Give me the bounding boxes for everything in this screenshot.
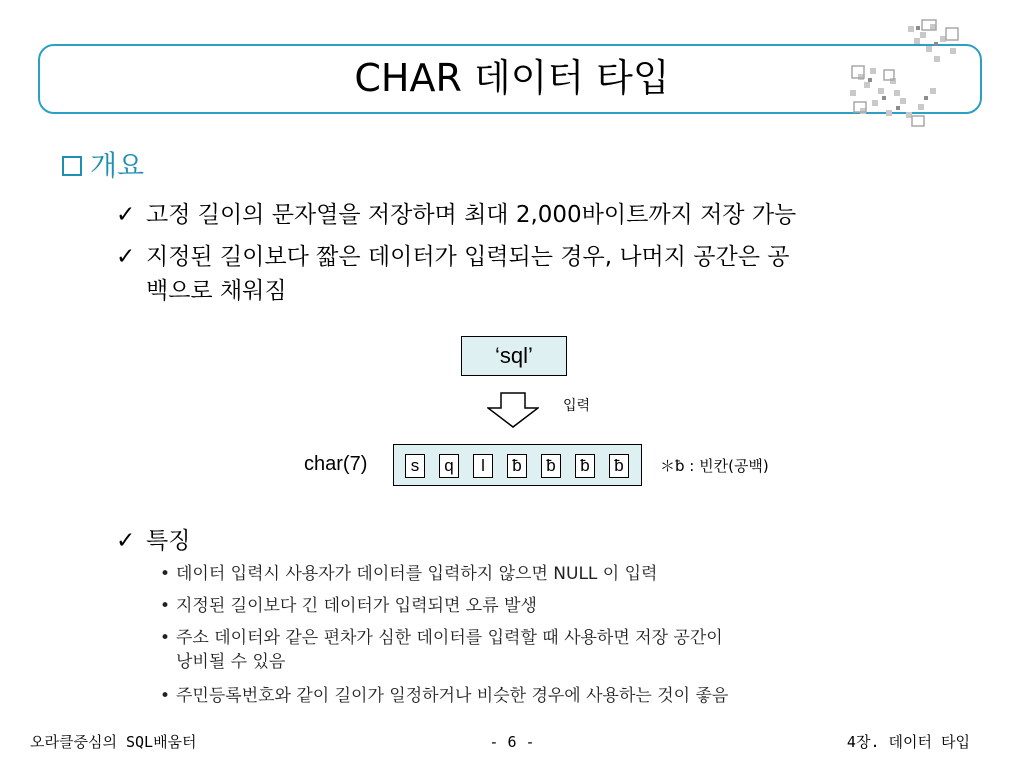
- list-item: [160, 595, 960, 617]
- list-item: [160, 685, 960, 707]
- pixel-decoration-icon: [830, 18, 980, 128]
- bullet-dot: •: [160, 596, 171, 616]
- char-cell: l: [473, 454, 493, 478]
- char-cell: ƀ: [609, 454, 629, 478]
- hollow-square-icon: [62, 156, 82, 176]
- features-heading-text: 특징: [146, 528, 191, 554]
- bullet-dot: •: [160, 686, 171, 706]
- check-mark-icon: ✓: [116, 244, 136, 270]
- section-heading-text: 개요: [90, 149, 145, 182]
- section-heading: [62, 148, 144, 184]
- list-item: [160, 627, 960, 649]
- char-cell: ƀ: [541, 454, 561, 478]
- blank-note: ＊ƀ : 빈칸(공백): [660, 457, 769, 475]
- check-mark-icon: ✓: [116, 528, 136, 554]
- list-item-text: 주민등록번호와 같이 길이가 일정하거나 비슷한 경우에 사용하는 것이 좋음: [176, 686, 729, 706]
- list-item: [160, 563, 960, 585]
- list-item-text: 주소 데이터와 같은 편차가 심한 데이터를 입력할 때 사용하면 저장 공간이: [176, 628, 723, 648]
- char-cells-box: [393, 444, 642, 486]
- check-point-text: 지정된 길이보다 짧은 데이터가 입력되는 경우, 나머지 공간은 공: [146, 244, 790, 270]
- char-cell: ƀ: [507, 454, 527, 478]
- check-point: [116, 200, 966, 230]
- char-cell: s: [405, 454, 425, 478]
- bullet-dot: •: [160, 564, 171, 584]
- footer-page-number: - 6 -: [489, 733, 535, 751]
- char-cell: ƀ: [575, 454, 595, 478]
- footer-chapter: 4장. 데이터 타입: [846, 733, 970, 751]
- check-point-text: 고정 길이의 문자열을 저장하며 최대 2,000바이트까지 저장 가능: [146, 202, 797, 228]
- char-type-label: char(7): [304, 453, 368, 475]
- input-value-box: ‘sql’: [461, 336, 567, 376]
- bullet-dot: •: [160, 628, 171, 648]
- check-mark-icon: ✓: [116, 202, 136, 228]
- list-item-text: 지정된 길이보다 긴 데이터가 입력되면 오류 발생: [176, 596, 537, 616]
- slide-title: CHAR 데이터 타입: [354, 56, 670, 100]
- char-cell: q: [439, 454, 459, 478]
- check-point: [116, 242, 966, 272]
- footer-book-title: 오라클중심의 SQL배움터: [30, 733, 197, 751]
- down-arrow-icon: [487, 392, 539, 428]
- check-point-text: 백으로 채워짐: [146, 278, 287, 304]
- input-label: 입력: [563, 398, 591, 414]
- features-heading: [116, 526, 190, 556]
- list-item-text: 데이터 입력시 사용자가 데이터를 입력하지 않으면 NULL 이 입력: [176, 564, 658, 584]
- list-item-text: 낭비될 수 있음: [176, 652, 286, 672]
